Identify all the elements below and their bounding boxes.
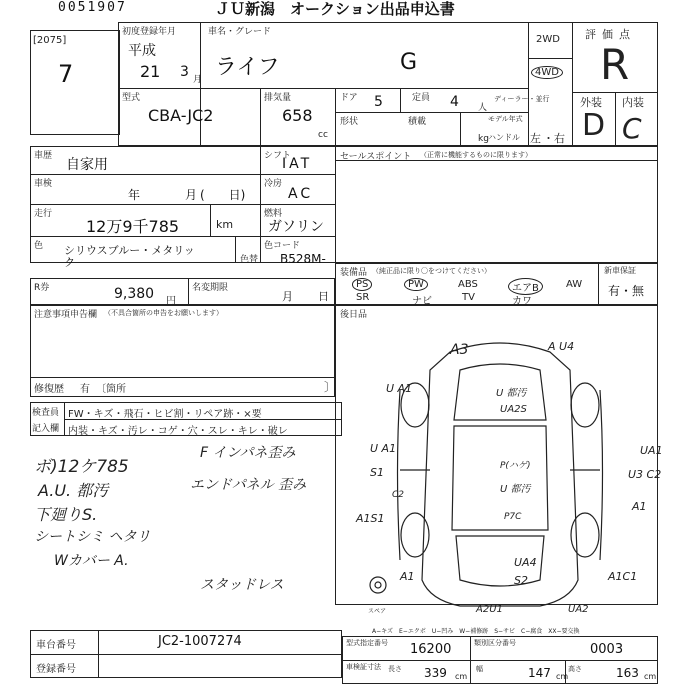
fuel-value: ガソリン bbox=[268, 219, 324, 235]
doors-value: 5 bbox=[374, 94, 383, 110]
hand-note-7: エンドパネル 歪み bbox=[190, 477, 307, 493]
aircon-label: 冷房 bbox=[264, 179, 283, 189]
first-reg-era: 平成 bbox=[128, 43, 156, 59]
diagram-mark-ua4: UA4 bbox=[514, 556, 537, 569]
hand-note-2: A.U. 都汚 bbox=[38, 481, 109, 500]
dealer-label: ディーラー・並行 bbox=[494, 95, 550, 103]
diagram-mark-a1c1: A1C1 bbox=[608, 570, 638, 583]
car-name-label: 車名・グレード bbox=[208, 27, 272, 37]
diagram-mark-s1: S1 bbox=[370, 466, 384, 479]
diagram-mark-ua2s: UA2S bbox=[500, 404, 527, 415]
color-change-label: 色替 bbox=[240, 255, 259, 265]
diagram-mark-ua1-right: UA1 bbox=[640, 444, 663, 457]
name-change-month: 月 bbox=[282, 290, 293, 303]
check-row-2: 内装・キズ・汚レ・コゲ・穴・スレ・キレ・破レ bbox=[68, 426, 288, 437]
equip-sr: SR bbox=[356, 292, 370, 303]
mileage-label: 走行 bbox=[34, 209, 53, 219]
hand-note-4: シートシミ ヘタリ bbox=[34, 529, 151, 545]
equip-tv: TV bbox=[462, 292, 475, 303]
handle-left: 左 bbox=[530, 132, 541, 145]
inspector-label: 検査員 bbox=[32, 408, 60, 418]
height-unit: cm bbox=[644, 672, 657, 681]
hand-note-6: F インパネ歪み bbox=[200, 445, 296, 461]
diagram-mark-u3c2: U3 C2 bbox=[628, 468, 662, 481]
serial-number: 0051907 bbox=[58, 0, 127, 15]
diagram-mark-ua1-b: U A1 bbox=[370, 442, 397, 455]
seats-value: 4 bbox=[450, 94, 459, 110]
displacement-unit: cc bbox=[318, 130, 328, 140]
model-year-label: モデル年式 bbox=[488, 115, 523, 123]
mileage-unit: km bbox=[216, 218, 234, 231]
equip-abs: ABS bbox=[458, 279, 478, 290]
sales-point-note: （正常に機能するものに限ります） bbox=[420, 151, 532, 159]
handle-sep: ・ bbox=[543, 132, 554, 145]
length-value: 339 bbox=[424, 666, 447, 680]
chassis-value: JC2-1007274 bbox=[158, 634, 242, 649]
notes-sub: （不具合箇所の申告をお願いします） bbox=[104, 309, 223, 317]
form-title: ＪＵ新潟 オークション出品申込書 bbox=[215, 0, 455, 18]
model-designation-label: 型式指定番号 bbox=[346, 639, 388, 647]
color-value-line2: ク bbox=[64, 256, 75, 269]
capacity-unit: kg bbox=[478, 134, 489, 144]
recycle-value: 9,380 bbox=[114, 286, 155, 302]
diagram-mark-a3: A3 bbox=[450, 342, 469, 358]
category-number-label: 類別区分番号 bbox=[474, 639, 516, 647]
repair-suffix: 〔箇所 bbox=[96, 384, 126, 395]
diagram-mark-a1-left: A1 bbox=[400, 570, 415, 583]
lot-code: [2075] bbox=[33, 35, 67, 46]
new-car-value: 有・無 bbox=[608, 284, 645, 298]
first-reg-month: 3 bbox=[180, 64, 189, 80]
usage-value: 自家用 bbox=[66, 157, 108, 173]
inspection-label: 車検 bbox=[34, 179, 53, 189]
model-value: CBA-JC2 bbox=[148, 106, 214, 125]
capacity-label: 積載 bbox=[408, 117, 427, 127]
equip-leather: カワ bbox=[512, 296, 532, 307]
spare-tire-label: スペア bbox=[368, 608, 387, 615]
equip-aw: AW bbox=[566, 279, 583, 290]
aircon-value: AC bbox=[288, 186, 314, 202]
first-reg-label: 初度登録年月 bbox=[122, 27, 177, 37]
length-label: 長さ bbox=[388, 665, 402, 673]
new-car-label: 新車保証 bbox=[604, 266, 636, 275]
color-label: 色 bbox=[34, 241, 44, 251]
chassis-label: 車台番号 bbox=[36, 640, 76, 651]
hand-note-3: 下廻りS. bbox=[34, 505, 98, 524]
diagram-mark-c2: C2 bbox=[392, 490, 405, 500]
dimensions-label: 車検証寸法 bbox=[346, 663, 381, 671]
mileage-value: 12万9千785 bbox=[86, 217, 180, 236]
hand-note-8: スタッドレス bbox=[200, 577, 284, 593]
interior-label: 内装 bbox=[622, 96, 644, 109]
shift-label: シフト bbox=[264, 151, 292, 161]
car-name: ライフ bbox=[215, 55, 280, 80]
rear-seat-label: 後日品 bbox=[340, 310, 368, 320]
equip-pw: PW bbox=[404, 278, 428, 291]
rating-value: R bbox=[600, 40, 630, 89]
repair-label: 修復歴 bbox=[34, 384, 64, 395]
hand-note-5: Wカバー A. bbox=[54, 553, 129, 569]
recycle-label: R券 bbox=[34, 283, 50, 293]
equipment-note: （純正品に限り〇をつけてください） bbox=[372, 267, 491, 275]
diagram-mark-ua2: UA2 bbox=[568, 604, 589, 615]
handle-label: ハンドル bbox=[488, 133, 520, 142]
equip-navi: ナビ bbox=[412, 296, 432, 307]
diagram-mark-ua1-a: U A1 bbox=[386, 382, 413, 395]
check-row-1: FW・キズ・飛石・ヒビ割・リペア跡・×要 bbox=[68, 409, 262, 420]
drive-4wd: 4WD bbox=[531, 66, 563, 79]
model-designation-value: 16200 bbox=[410, 642, 452, 657]
diagram-mark-s2: S2 bbox=[514, 574, 528, 587]
equipment-label: 装備品 bbox=[340, 268, 368, 278]
height-label: 高さ bbox=[568, 665, 582, 673]
width-value: 147 bbox=[528, 666, 551, 680]
exterior-label: 外装 bbox=[580, 96, 602, 109]
repair-close: 〕 bbox=[324, 380, 337, 394]
height-value: 163 bbox=[616, 666, 639, 680]
width-unit: cm bbox=[556, 672, 569, 681]
inspection-year: 年 bbox=[128, 188, 141, 202]
lot-number: 7 bbox=[58, 60, 74, 88]
equip-ps: PS bbox=[352, 278, 372, 291]
first-reg-year: 21 bbox=[140, 62, 161, 81]
sales-point-label: セールスポイント bbox=[340, 152, 412, 162]
category-number-value: 0003 bbox=[590, 642, 624, 657]
color-value-line1: シリウスブルー・メタリッ bbox=[64, 244, 195, 257]
model-label: 型式 bbox=[122, 93, 141, 103]
doors-label: ドア bbox=[340, 93, 358, 103]
car-grade: G bbox=[400, 50, 418, 75]
handle-right: 右 bbox=[554, 132, 565, 145]
diagram-mark-a2u1: A2U1 bbox=[476, 604, 503, 615]
diagram-mark-u-dirt-2: U 都汚 bbox=[500, 484, 531, 495]
damage-legend: A−キズ E−エクボ U−凹み W−補修跡 S−サビ C−腐食 XX−要交換 bbox=[372, 628, 580, 635]
rating-label: 評価点 bbox=[585, 28, 636, 41]
diagram-mark-a1-right: A1 bbox=[632, 500, 647, 513]
first-reg-month-suffix: 月 bbox=[193, 75, 203, 85]
inspection-month: 月 bbox=[185, 188, 198, 202]
diagram-mark-p7c: P7C bbox=[504, 512, 522, 522]
diagram-mark-p-peel: P(ハゲ) bbox=[500, 461, 531, 471]
usage-label: 車歴 bbox=[34, 151, 53, 161]
diagram-mark-a1s1: A1S1 bbox=[356, 512, 385, 525]
fuel-label: 燃料 bbox=[264, 209, 283, 219]
seats-label: 定員 bbox=[412, 93, 431, 103]
shift-value: IAT bbox=[282, 156, 313, 172]
drive-2wd: 2WD bbox=[536, 34, 560, 45]
equip-airbag: エアB bbox=[508, 278, 543, 295]
shape-label: 形状 bbox=[340, 117, 359, 127]
name-change-day: 日 bbox=[318, 290, 329, 303]
inspector-label-2: 記入欄 bbox=[32, 424, 60, 434]
diagram-mark-u-dirt: U 都汚 bbox=[496, 388, 527, 399]
notes-label: 注意事項申告欄 bbox=[34, 310, 98, 320]
reg-number-label: 登録番号 bbox=[36, 664, 76, 675]
diagram-mark-au4: A U4 bbox=[548, 340, 575, 353]
recycle-unit: 円 bbox=[166, 296, 176, 307]
displacement-label: 排気量 bbox=[264, 93, 292, 103]
repair-value: 有 bbox=[80, 384, 90, 395]
interior-value: C bbox=[622, 112, 642, 145]
seats-unit: 人 bbox=[478, 103, 488, 113]
displacement-value: 658 bbox=[282, 106, 313, 125]
width-label: 幅 bbox=[476, 665, 483, 673]
exterior-value: D bbox=[582, 108, 606, 143]
color-code-value: B528M- bbox=[280, 252, 326, 266]
length-unit: cm bbox=[455, 672, 468, 681]
inspection-day: ( 日) bbox=[200, 188, 246, 202]
name-change-label: 名変期限 bbox=[192, 283, 229, 293]
color-code-label: 色コード bbox=[264, 241, 301, 251]
hand-note-1: ボ)12ケ785 bbox=[34, 457, 129, 477]
